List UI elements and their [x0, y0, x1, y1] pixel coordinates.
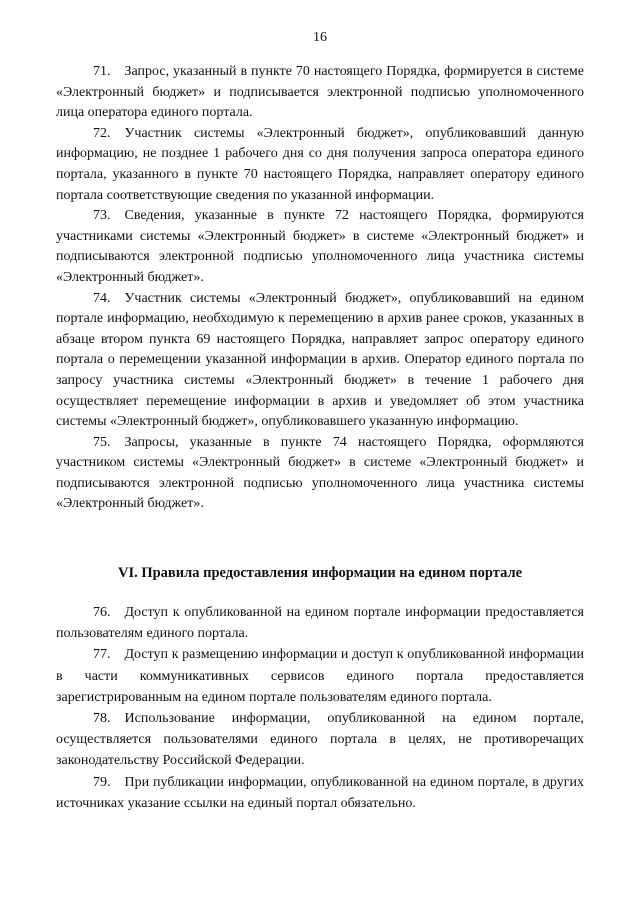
paragraph-text: Запрос, указанный в пункте 70 настоящего Порядка, формируется в системе «Электронный бюджет» и подписывается электронной подписью уполномоченного лица оператора единого портала.: [56, 64, 584, 121]
paragraph-text: При публикации информации, опубликованной на едином портале, в других источниках указание ссылки на единый портал обязательно.: [56, 774, 584, 811]
paragraph-77: [56, 644, 584, 708]
paragraph-text: Участник системы «Электронный бюджет», опубликовавший на едином портале информацию, необходимую к перемещению в архив ранее сроков, указанных в абзаце втором пункта 69 настоящего Порядка, направляет запрос оператору единого портала о перемещении указанной информации в архив. Оператор единого портала по запросу участника системы «Электронный бюджет» в течение 1 рабочего дня осуществляет перемещение информации в архив и уведомляет об этом участника системы «Электронный бюджет», опубликовавшего указанную информацию.: [56, 290, 584, 430]
paragraph-73: [56, 206, 584, 288]
paragraph-number: 78.: [93, 711, 111, 727]
paragraph-74: [56, 289, 584, 433]
paragraph-text: Использование информации, опубликованной на едином портале, осуществляется пользователями единого портала в целях, не противоречащих законодательству Российской Федерации.: [56, 711, 584, 769]
paragraph-text: Участник системы «Электронный бюджет», опубликовавший данную информацию, не позднее 1 рабочего дня со дня получения запроса оператора единого портала, указанного в пункте 70 настоящего Порядка, направляет оператору единого портала соответствующие сведения по указанной информации.: [56, 125, 584, 203]
paragraph-76: [56, 602, 584, 644]
paragraphs-bottom: [56, 602, 584, 814]
section-heading: VI. Правила предоставления информации на едином портале: [117, 565, 523, 581]
paragraph-text: Доступ к опубликованной на едином портале информации предоставляется пользователям единого портала.: [56, 605, 584, 642]
paragraph-text: Доступ к размещению информации и доступ к опубликованной информации в части коммуникативных сервисов единого портала предоставляется зарегистрированным на едином портале пользователям единого портала.: [56, 647, 584, 705]
paragraphs-top: [56, 62, 584, 515]
paragraph-number: 77.: [93, 647, 111, 663]
paragraph-79: [56, 772, 584, 814]
page-number: 16: [313, 30, 327, 45]
paragraph-number: 73.: [93, 208, 111, 224]
paragraph-number: 74.: [93, 290, 111, 306]
paragraph-text: Запросы, указанные в пункте 74 настоящего Порядка, оформляются участником системы «Электронный бюджет» в системе «Электронный бюджет» и подписываются электронной подписью уполномоченного лица участника системы «Электронный бюджет».: [56, 434, 584, 512]
paragraph-71: [56, 62, 584, 124]
paragraph-75: [56, 433, 584, 515]
paragraph-number: 72.: [93, 125, 111, 141]
paragraph-72: [56, 124, 584, 206]
paragraph-number: 76.: [93, 605, 111, 620]
paragraph-number: 79.: [93, 774, 111, 790]
paragraph-number: 75.: [93, 434, 111, 450]
paragraph-text: Сведения, указанные в пункте 72 настоящего Порядка, формируются участниками системы «Электронный бюджет» в системе «Электронный бюджет» и подписываются электронной подписью уполномоченного лица участника системы «Электронный бюджет».: [56, 208, 584, 285]
paragraph-78: [56, 708, 584, 772]
paragraph-number: 71.: [93, 64, 111, 79]
